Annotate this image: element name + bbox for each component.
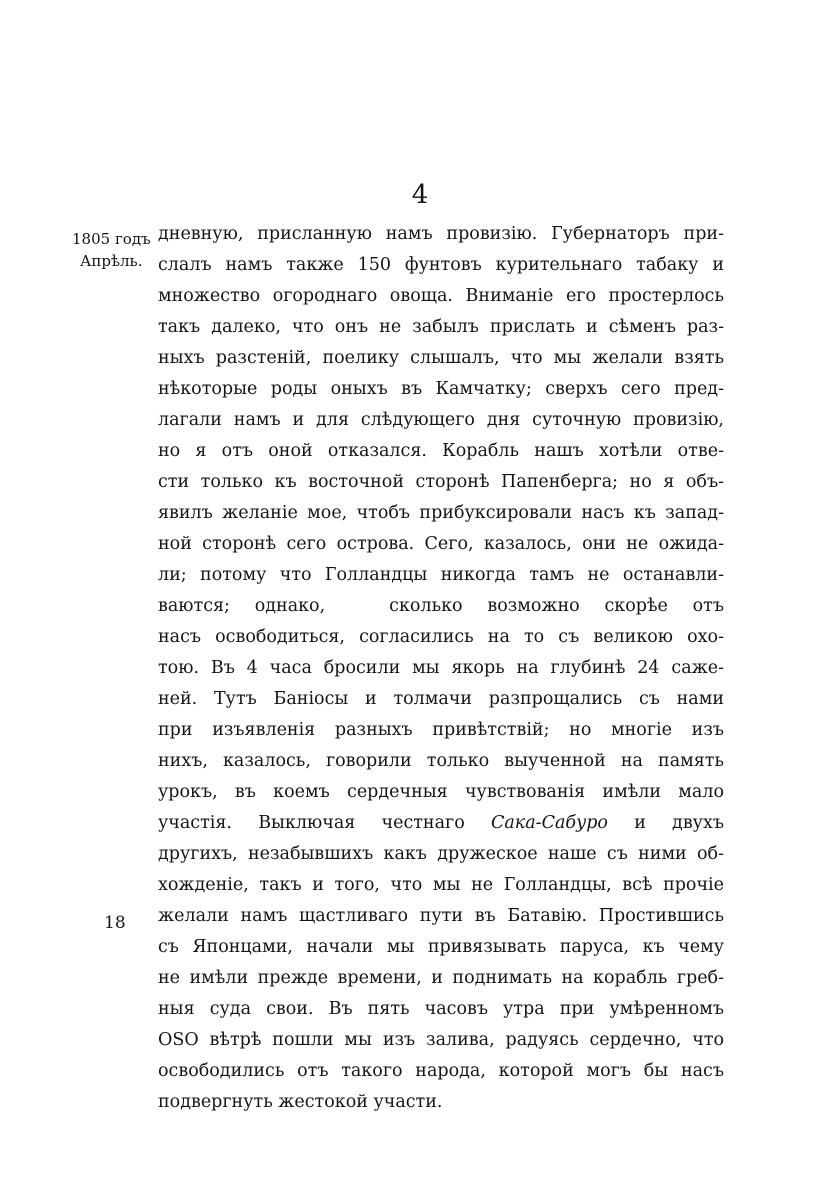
- person-name: Сака-Сабуро: [490, 813, 608, 833]
- text-line: ней. Тутъ Баніосы и толмачи разпрощались съ нами: [158, 689, 724, 709]
- text-line: ли; потому что Голландцы никогда тамъ не останавли-: [158, 565, 724, 585]
- margin-note-year: 1805 годъ: [72, 230, 151, 248]
- text-line: желали намъ щастливаго пути въ Батавію. Простившись: [158, 906, 724, 926]
- text-line: ныхъ разстенiй, поелику слышалъ, что мы желали взять: [158, 348, 724, 368]
- text-line: освободились отъ такого народа, которой могъ бы насъ: [158, 1061, 724, 1081]
- page-number: 4: [411, 180, 429, 210]
- text-line: не имѣли прежде времени, и поднимать на корабль греб-: [158, 968, 724, 988]
- text-line: урокъ, въ коемъ сердечныя чувствованія имѣли мало: [158, 782, 724, 802]
- text-line: съ Японцами, начали мы привязывать паруса, къ чему: [158, 937, 724, 957]
- text-line: нѣкоторые роды оныхъ въ Камчатку; сверхъ сего пред-: [158, 379, 724, 399]
- margin-note-day: 18: [104, 913, 126, 933]
- text-line: явилъ желаніе мое, чтобъ прибуксировали насъ къ запад-: [158, 503, 724, 523]
- text-fragment: сколько возможно скорѣе отъ: [389, 596, 725, 616]
- text-line: насъ освободиться, согласились на то съ великою охо-: [158, 627, 724, 647]
- text-line: сти только къ восточной сторонѣ Папенберга; но я объ-: [158, 472, 724, 492]
- text-line: такъ далеко, что онъ не забылъ прислать и сѣменъ раз-: [158, 317, 724, 337]
- text-line: [158, 808, 724, 839]
- text-line: другихъ, незабывшихъ какъ дружеское наше съ ними об-: [158, 844, 724, 864]
- text-line: лагали намъ и для слѣдующего дня суточную провизію,: [158, 410, 724, 430]
- body-text: [158, 219, 724, 1118]
- text-line: хожденіе, такъ и того, что мы не Голландцы, всѣ прочіе: [158, 875, 724, 895]
- text-fragment: ваются; однако,: [158, 596, 326, 616]
- text-line: ныя суда свои. Въ пять часовъ утра при умѣренномъ: [158, 999, 724, 1019]
- text-line: слалъ намъ также 150 фунтовъ курительнаго табаку и: [158, 255, 724, 275]
- margin-note-month: Апрѣль.: [80, 252, 143, 270]
- text-line: дневную, присланную намъ провизію. Губернаторъ при-: [158, 224, 724, 244]
- text-line: нихъ, казалось, говорили только выученной на память: [158, 751, 724, 771]
- text-fragment: участія. Выключая честнаго: [158, 813, 465, 833]
- text-line: но я отъ оной отказался. Корабль нашъ хотѣли отве-: [158, 441, 724, 461]
- text-line: ной сторонѣ сего острова. Сего, казалось, они не ожида-: [158, 534, 724, 554]
- text-line: [158, 591, 724, 622]
- text-line: при изъявленія разныхъ привѣтствій; но многіе изъ: [158, 720, 724, 740]
- text-line: OSO вѣтрѣ пошли мы изъ залива, радуясь сердечно, что: [158, 1030, 724, 1050]
- text-line: множество огороднаго овоща. Вниманіе его простерлось: [158, 286, 724, 306]
- text-line: тою. Въ 4 часа бросили мы якорь на глубинѣ 24 саже-: [158, 658, 724, 678]
- text-line: подвергнуть жестокой участи.: [158, 1092, 443, 1112]
- text-fragment: и двухъ: [634, 813, 724, 833]
